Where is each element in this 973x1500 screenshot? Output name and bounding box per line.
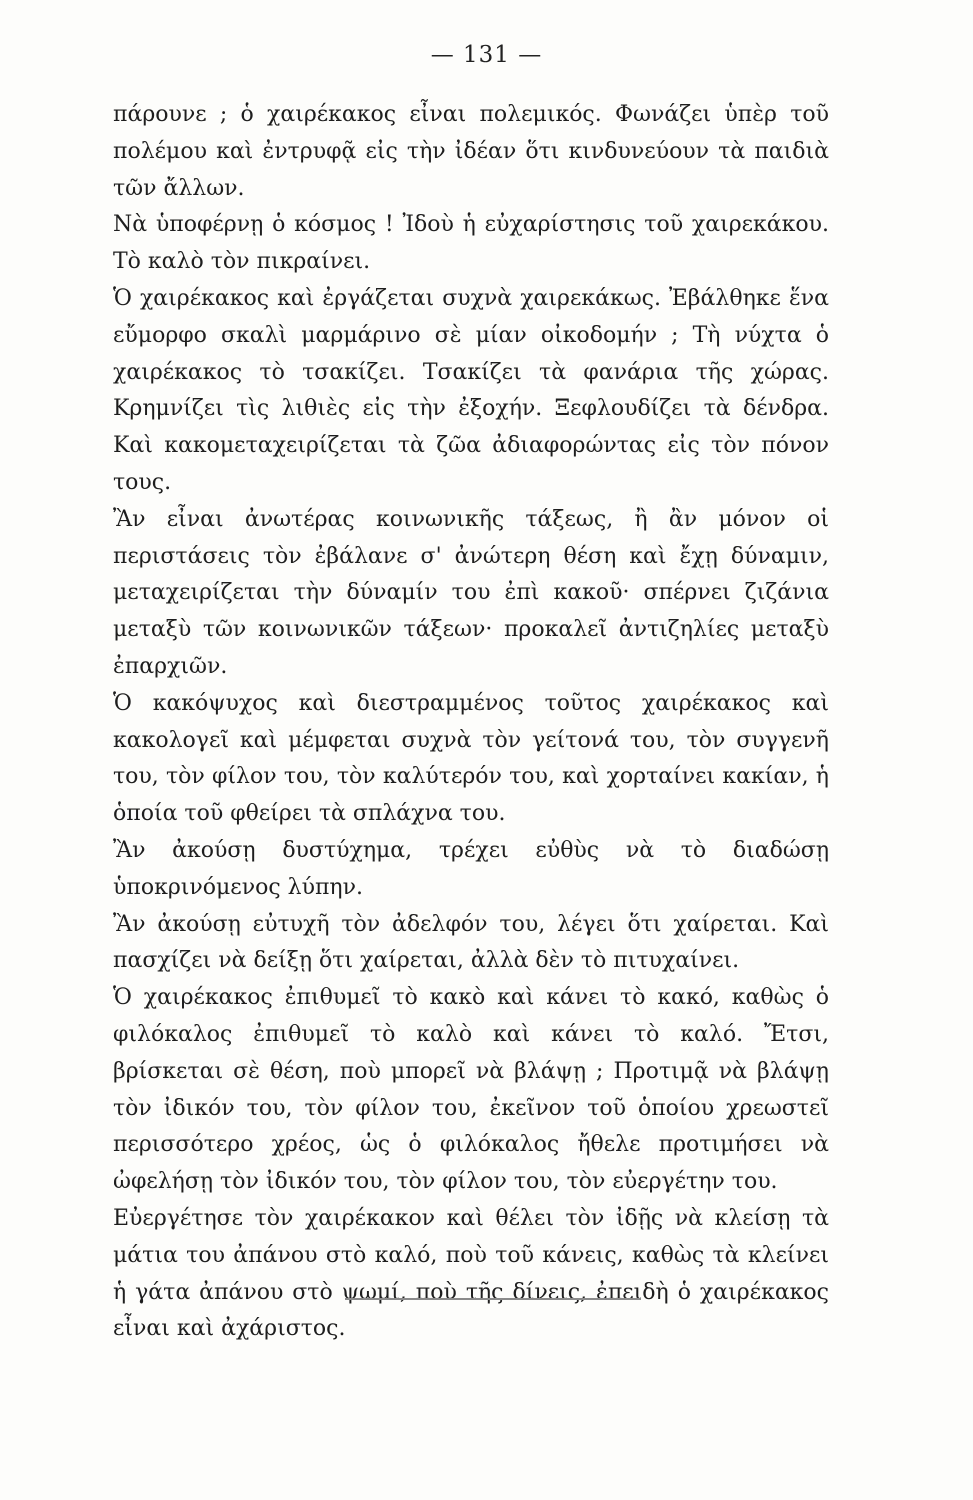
paragraph: Ἂν εἶναι ἀνωτέρας κοινωνικῆς τάξεως, ἢ ἂν μόνον οἱ περιστάσεις τὸν ἐβάλανε σ' ἀνώτερη θέση καὶ ἔχῃ δύναμιν, μεταχειρίζεται τὴν δύναμίν του ἐπὶ κακοῦ· σπέρνει ζιζάνια μεταξὺ τῶν κοινωνικῶν τάξεων· προκαλεῖ ἀντιζηλίες μεταξὺ ἐπαρχιῶν. bbox=[113, 506, 829, 679]
paragraph: Ὁ χαιρέκακος καὶ ἐργάζεται συχνὰ χαιρεκάκως. Ἐβάλθηκε ἕνα εὔμορφο σκαλὶ μαρμάρινο σὲ μίαν οἰκοδομήν ; Τὴ νύχτα ὁ χαιρέκακος τὸ τσακίζει. Τσακίζει τὰ φανάρια τῆς χώρας. Κρημνίζει τὶς λιθιὲς εἰς τὴν ἐξοχήν. Ξεφλουδίζει τὰ δένδρα. Καὶ κακομεταχειρίζεται τὰ ζῶα ἀδιαφορώντας εἰς τὸν πόνον τους. bbox=[113, 285, 829, 495]
body-text bbox=[113, 97, 829, 1348]
paragraph: Ὁ κακόψυχος καὶ διεστραμμένος τοῦτος χαιρέκακος καὶ κακολογεῖ καὶ μέμφεται συχνὰ τὸν γείτονά του, τὸν συγγενῆ του, τὸν φίλον του, τὸν καλύτερόν του, καὶ χορταίνει κακίαν, ἡ ὁποία τοῦ φθείρει τὰ σπλάχνα του. bbox=[113, 690, 829, 827]
end-rule-divider bbox=[345, 1298, 641, 1300]
paragraph: Εὐεργέτησε τὸν χαιρέκακον καὶ θέλει τὸν ἰδῇς νὰ κλείσῃ τὰ μάτια του ἀπάνου στὸ καλό, ποὺ τοῦ κάνεις, καθὼς τὰ κλείνει ἡ γάτα ἀπάνου στὸ ψωμί, ποὺ τῆς δίνεις, ἐπειδὴ ὁ χαιρέκακος εἶναι καὶ ἀχάριστος. bbox=[113, 1205, 829, 1342]
paragraph: πάρουνε ; ὁ χαιρέκακος εἶναι πολεμικός. Φωνάζει ὑπὲρ τοῦ πολέμου καὶ ἐντρυφᾷ εἰς τὴν ἰδέαν ὅτι κινδυνεύουν τὰ παιδιὰ τῶν ἄλλων. bbox=[113, 102, 829, 201]
paragraph: Ἂν ἀκούσῃ εὐτυχῆ τὸν ἀδελφόν του, λέγει ὅτι χαίρεται. Καὶ πασχίζει νὰ δείξῃ ὅτι χαίρεται, ἀλλὰ δὲν τὸ πιτυχαίνει. bbox=[113, 911, 829, 974]
paragraph: Ἂν ἀκούσῃ δυστύχημα, τρέχει εὐθὺς νὰ τὸ διαδώσῃ ὑποκρινόμενος λύπην. bbox=[113, 837, 829, 900]
paragraph: Νὰ ὑποφέρνῃ ὁ κόσμος ! Ἰδοὺ ἡ εὐχαρίστησις τοῦ χαιρεκάκου. Τὸ καλὸ τὸν πικραίνει. bbox=[113, 212, 829, 275]
paragraph: Ὁ χαιρέκακος ἐπιθυμεῖ τὸ κακὸ καὶ κάνει τὸ κακό, καθὼς ὁ φιλόκαλος ἐπιθυμεῖ τὸ καλὸ καὶ κάνει τὸ καλό. Ἔτσι, βρίσκεται σὲ θέση, ποὺ μπορεῖ νὰ βλάψῃ ; Προτιμᾷ νὰ βλάψῃ τὸν ἰδικόν του, τὸν φίλον του, ἐκεῖνον τοῦ ὁποίου χρεωστεῖ περισσότερο χρέος, ὡς ὁ φιλόκαλος ἤθελε προτιμήσει νὰ ὠφελήσῃ τὸν ἰδικόν του, τὸν φίλον του, τὸν εὐεργέτην του. bbox=[113, 985, 829, 1195]
page-number: — 131 — bbox=[430, 42, 543, 68]
